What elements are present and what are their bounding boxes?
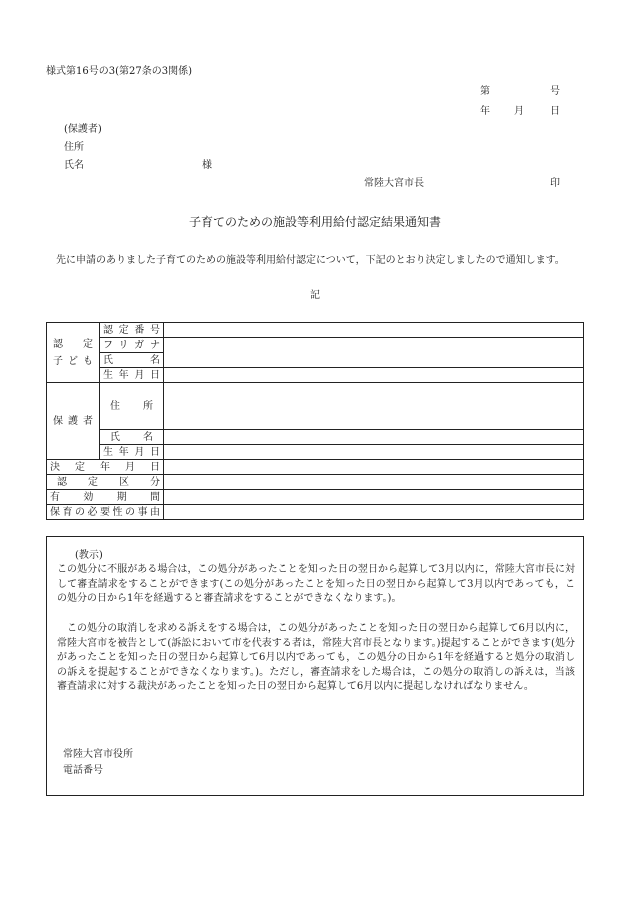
honorific-sama: 様 [202, 160, 212, 171]
date-day-label: 日 [550, 106, 560, 117]
reason-label: 保育の必要性の事由 [47, 505, 164, 520]
period-value [164, 490, 584, 505]
office-name: 常陸大宮市役所 [63, 749, 133, 760]
document-title: 子育てのための施設等利用給付認定結果通知書 [188, 215, 441, 229]
guardian-dob-value [164, 445, 584, 460]
instruction-box [46, 536, 584, 796]
category-value [164, 475, 584, 490]
instruction-para-1: この処分に不服がある場合は，この処分があったことを知った日の翌日から起算して3月以内に，常陸大宮市長に対して審査請求をすることができます(この処分があったことを知った日の翌日から起算して3月以内であっても，この処分の日から1年を経過すると審査請求をすることができなくなります。)。 [57, 564, 575, 605]
number-dai-label: 第 [480, 86, 490, 97]
cert-no-label: 認定番号 [100, 323, 164, 338]
reason-value [164, 505, 584, 520]
period-label: 有効期間 [47, 490, 164, 505]
form-reference: 様式第16号の3(第27条の3関係) [46, 66, 192, 77]
decision-date-value [164, 460, 584, 475]
guardian-dob-label: 生年月日 [100, 445, 164, 460]
date-month-label: 月 [514, 106, 524, 117]
guardian-address-label: 住所 [100, 383, 164, 430]
cert-no-value [164, 323, 584, 338]
name-label: 氏名 [64, 160, 84, 171]
date-year-label: 年 [480, 106, 490, 117]
number-go-label: 号 [550, 86, 560, 97]
child-group-label: 認 定 子ども [47, 323, 100, 383]
instruction-para-2: この処分の取消しを求める訴えをする場合は，この処分があったことを知った日の翌日から起算して6月以内に，常陸大宮市を被告として(訴訟において市を代表する者は，常陸大宮市長となります。)提起することができます(処分があったことを知った日の翌日から起算して6月以内であっても，この処分の日から1年を経過すると処分の取消しの訴えを提起することができなくなります。)。ただし，審査請求をした場合は，この処分の取消しの訴えは，当該審査請求に対する裁決があったことを知った日の翌日から起算して6月以内に提起しなければなりません。 [57, 623, 575, 693]
certification-table [46, 322, 584, 520]
phone-label: 電話番号 [63, 765, 103, 776]
category-label: 認定区分 [47, 475, 164, 490]
guardian-label: (保護者) [64, 124, 102, 135]
child-name-label: 氏名 [100, 353, 164, 368]
child-name-value [164, 338, 584, 368]
decision-date-label: 決定年月日 [47, 460, 164, 475]
issuer-title: 常陸大宮市長 [364, 178, 424, 189]
child-dob-label: 生年月日 [100, 368, 164, 383]
guardian-name-value [164, 430, 584, 445]
guardian-name-label: 氏名 [100, 430, 164, 445]
guardian-address-value [164, 383, 584, 430]
furigana-label: フリガナ [100, 338, 164, 353]
instruction-heading: (教示) [75, 550, 103, 561]
guardian-group-label: 保護者 [47, 383, 100, 460]
child-dob-value [164, 368, 584, 383]
ki-marker: 記 [310, 290, 320, 301]
address-label: 住所 [64, 142, 84, 153]
notice-body: 先に申請のありました子育てのための施設等利用給付認定について，下記のとおり決定しましたので通知します。 [56, 255, 565, 266]
seal-mark: 印 [550, 178, 560, 189]
